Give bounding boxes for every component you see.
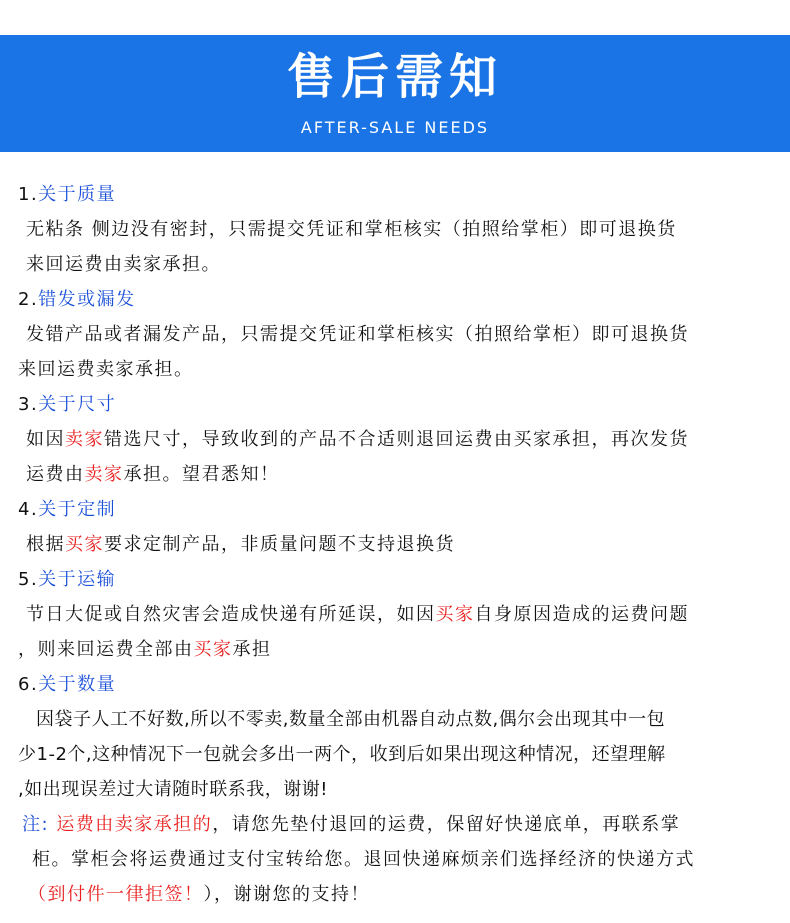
text-run: 承担 — [232, 639, 272, 660]
highlight-text: 卖家 — [84, 464, 124, 485]
text-run: ），谢谢您的支持！ — [203, 884, 370, 905]
text-run: 如因 — [26, 429, 65, 450]
highlight-text: 买家 — [193, 639, 233, 660]
text-run: ，请您先垫付退回的运费，保留好快递底单，再联系掌 — [212, 814, 681, 835]
highlight-text: 卖家 — [65, 429, 104, 450]
section-text — [26, 247, 790, 282]
header-banner — [0, 35, 790, 152]
section-number: 1. — [18, 184, 39, 205]
section-title: 关于定制 — [38, 499, 117, 520]
text-run: 发错产品或者漏发产品，只需提交凭证和掌柜核实（拍照给掌柜）即可退换货 — [26, 324, 689, 345]
text-run: 承担。望君悉知！ — [123, 464, 280, 485]
note-label: 注: — [22, 814, 50, 835]
section-text — [26, 457, 790, 492]
text-run: 因袋子人工不好数,所以不零卖,数量全部由机器自动点数,偶尔会出现其中一包 — [36, 709, 666, 730]
section-number: 2. — [18, 289, 39, 310]
text-run: 少1-2个,这种情况下一包就会多出一两个，收到后如果出现这种情况，还望理解 — [18, 744, 666, 765]
note-highlight: 运费由卖家承担的 — [56, 814, 213, 835]
section-heading-quality — [18, 177, 790, 212]
section-title: 关于数量 — [38, 674, 117, 695]
section-heading-size — [18, 387, 790, 422]
section-text — [18, 772, 790, 807]
section-number: 3. — [18, 394, 39, 415]
note-line — [22, 807, 790, 842]
section-text — [26, 212, 790, 247]
section-text — [26, 317, 790, 352]
section-text — [18, 352, 790, 387]
text-run: ,如出现误差过大请随时联系我，谢谢! — [18, 779, 328, 800]
section-title: 关于运输 — [38, 569, 117, 590]
text-run: 无粘条 侧边没有密封，只需提交凭证和掌柜核实（拍照给掌柜）即可退换货 — [26, 219, 677, 240]
text-run: ，则来回运费全部由 — [18, 639, 194, 660]
text-run: 要求定制产品，非质量问题不支持退换货 — [104, 534, 455, 555]
text-run: 柜。掌柜会将运费通过支付宝转给您。退回快递麻烦亲们选择经济的快递方式 — [32, 849, 695, 870]
section-text — [26, 527, 790, 562]
section-text — [26, 597, 790, 632]
page-title: 售后需知 — [286, 49, 503, 105]
note-line — [32, 842, 790, 877]
text-run: 自身原因造成的运费问题 — [474, 604, 689, 625]
section-text — [18, 632, 790, 667]
section-title: 关于尺寸 — [38, 394, 117, 415]
highlight-text: 买家 — [435, 604, 475, 625]
text-run: 来回运费由卖家承担。 — [26, 254, 221, 275]
section-heading-quantity — [18, 667, 790, 702]
note-warning: 到付件一律拒签！ — [47, 884, 204, 905]
text-run: 节日大促或自然灾害会造成快递有所延误，如因 — [26, 604, 436, 625]
section-number: 5. — [18, 569, 39, 590]
section-text — [36, 702, 790, 737]
text-run: 根据 — [26, 534, 65, 555]
text-run: 来回运费卖家承担。 — [18, 359, 194, 380]
section-text — [18, 737, 790, 772]
section-heading-shipping — [18, 562, 790, 597]
page-subtitle: AFTER-SALE NEEDS — [300, 118, 490, 137]
note-line — [28, 877, 790, 912]
section-heading-custom — [18, 492, 790, 527]
section-number: 6. — [18, 674, 39, 695]
highlight-text: 买家 — [65, 534, 104, 555]
section-title: 关于质量 — [38, 184, 117, 205]
text-run: 错选尺寸，导致收到的产品不合适则退回运费由买家承担，再次发货 — [104, 429, 689, 450]
text-run: 运费由 — [26, 464, 85, 485]
text-run: （ — [28, 884, 48, 905]
section-heading-wrong-missing — [18, 282, 790, 317]
section-number: 4. — [18, 499, 39, 520]
section-title: 错发或漏发 — [38, 289, 136, 310]
section-text — [26, 422, 790, 457]
